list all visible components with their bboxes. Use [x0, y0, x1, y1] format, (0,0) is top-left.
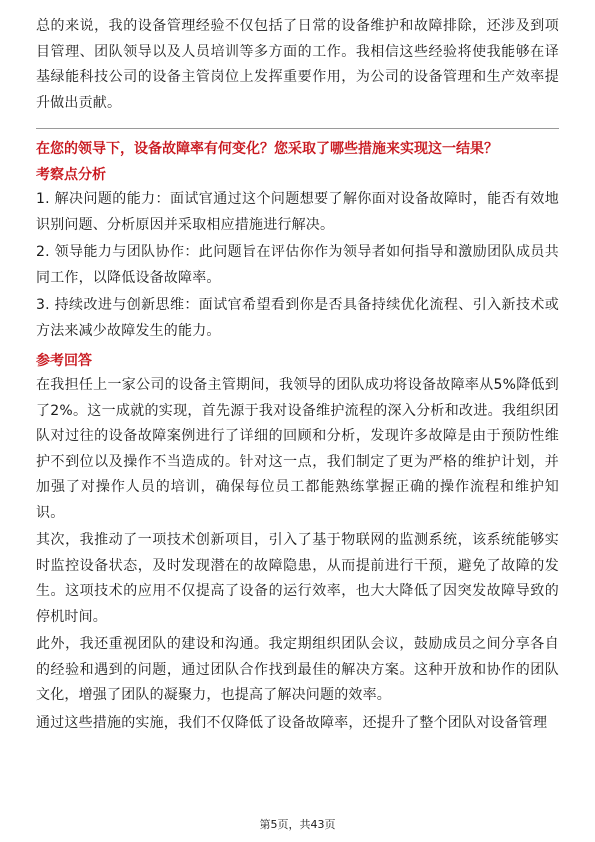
section-divider — [36, 128, 559, 129]
answer-heading: 参考回答 — [36, 353, 92, 369]
question-title: 在您的领导下，设备故障率有何变化？您采取了哪些措施来实现这一结果？ — [36, 141, 498, 157]
analysis-point: 3. 持续改进与创新思维：面试官希望看到你是否具备持续优化流程、引入新技术或方法来减少故障发生的能力。 — [36, 297, 559, 339]
answer-paragraph: 在我担任上一家公司的设备主管期间，我领导的团队成功将设备故障率从5%降低到了2%。这一成就的实现，首先源于我对设备维护流程的深入分析和改进。我组织团队对过往的设备故障案例进行了详细的回顾和分析，发现许多故障是由于预防性维护不到位以及操作不当造成的。针对这一点，我们制定了更为严格的维护计划，并加强了对操作人员的培训，确保每位员工都能熟练掌握正确的操作流程和维护知识。 — [36, 377, 559, 521]
analysis-point: 2. 领导能力与团队协作：此问题旨在评估你作为领导者如何指导和激励团队成员共同工作，以降低设备故障率。 — [36, 244, 559, 286]
answer-paragraph: 通过这些措施的实施，我们不仅降低了设备故障率，还提升了整个团队对设备管理 — [36, 714, 548, 731]
document-page — [36, 14, 559, 736]
answer-paragraph: 其次，我推动了一项技术创新项目，引入了基于物联网的监测系统，该系统能够实时监控设备状态，及时发现潜在的故障隐患，从而提前进行干预，避免了故障的发生。这项技术的应用不仅提高了设备的运行效率，也大大降低了因突发故障导致的停机时间。 — [36, 532, 559, 625]
page-number: 第5页，共43页 — [259, 818, 336, 831]
answer-paragraph: 此外，我还重视团队的建设和沟通。我定期组织团队会议，鼓励成员之间分享各自的经验和遇到的问题，通过团队合作找到最佳的解决方案。这种开放和协作的团队文化，增强了团队的凝聚力，也提高了解决问题的效率。 — [36, 636, 559, 703]
analysis-point: 1. 解决问题的能力：面试官通过这个问题想要了解你面对设备故障时，能否有效地识别问题、分析原因并采取相应措施进行解决。 — [36, 191, 559, 233]
intro-paragraph: 总的来说，我的设备管理经验不仅包括了日常的设备维护和故障排除，还涉及到项目管理、团队领导以及人员培训等多方面的工作。我相信这些经验将使我能够在译基绿能科技公司的设备主管岗位上发挥重要作用，为公司的设备管理和生产效率提升做出贡献。 — [36, 18, 559, 111]
analysis-heading: 考察点分析 — [36, 167, 106, 183]
